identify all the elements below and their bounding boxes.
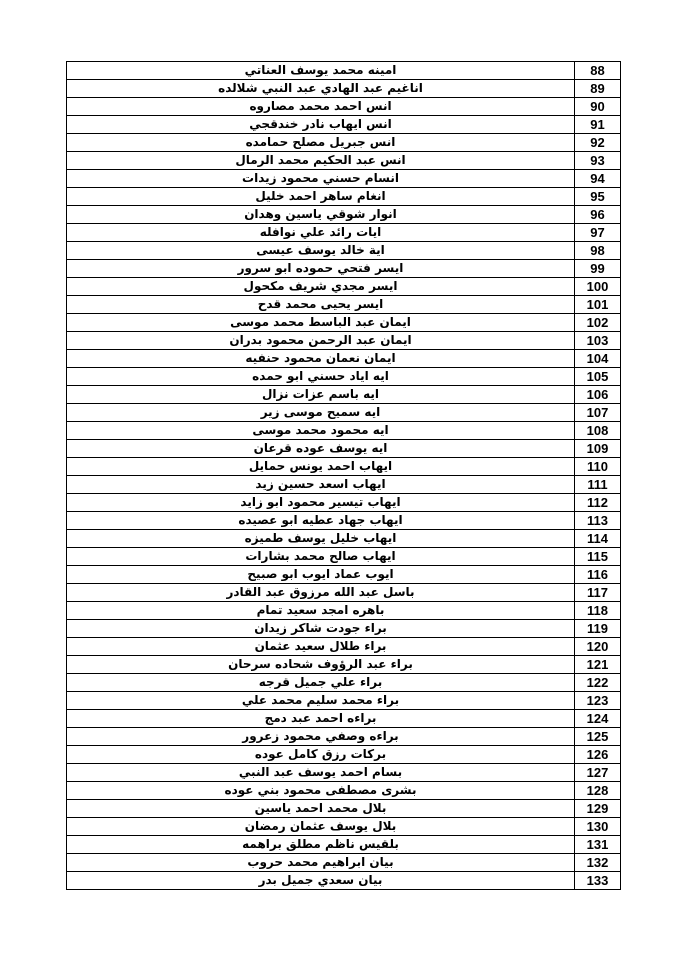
row-number-cell: 129	[575, 800, 621, 818]
table-row	[67, 620, 621, 638]
student-name-cell: ايمان عبد الرحمن محمود بدران	[67, 332, 575, 350]
table-row	[67, 314, 621, 332]
table-row	[67, 440, 621, 458]
table-row	[67, 206, 621, 224]
student-name-cell: براء جودت شاكر زيدان	[67, 620, 575, 638]
row-number-cell: 93	[575, 152, 621, 170]
row-number-cell: 113	[575, 512, 621, 530]
table-row	[67, 62, 621, 80]
table-row	[67, 656, 621, 674]
student-name-cell: ايمان عبد الباسط محمد موسى	[67, 314, 575, 332]
student-name-cell: امينه محمد يوسف العناتي	[67, 62, 575, 80]
student-name-cell: ايهاب خليل يوسف طميزه	[67, 530, 575, 548]
table-row	[67, 188, 621, 206]
student-name-cell: اية خالد يوسف عيسى	[67, 242, 575, 260]
row-number-cell: 109	[575, 440, 621, 458]
row-number-cell: 126	[575, 746, 621, 764]
row-number-cell: 99	[575, 260, 621, 278]
student-name-cell: باهره امجد سعيد تمام	[67, 602, 575, 620]
row-number-cell: 103	[575, 332, 621, 350]
table-row	[67, 746, 621, 764]
student-name-cell: انسام حسني محمود زيدات	[67, 170, 575, 188]
row-number-cell: 118	[575, 602, 621, 620]
table-row	[67, 674, 621, 692]
table-row	[67, 134, 621, 152]
student-name-cell: براء عبد الرؤوف شحاده سرحان	[67, 656, 575, 674]
student-name-cell: بركات رزق كامل عوده	[67, 746, 575, 764]
row-number-cell: 123	[575, 692, 621, 710]
table-row	[67, 836, 621, 854]
table-row	[67, 710, 621, 728]
student-name-cell: ايهاب اسعد حسين زيد	[67, 476, 575, 494]
table-row	[67, 458, 621, 476]
row-number-cell: 92	[575, 134, 621, 152]
student-name-cell: براء طلال سعيد عثمان	[67, 638, 575, 656]
row-number-cell: 100	[575, 278, 621, 296]
table-row	[67, 278, 621, 296]
row-number-cell: 107	[575, 404, 621, 422]
names-table-body	[67, 62, 621, 890]
student-name-cell: بسام احمد يوسف عبد النبي	[67, 764, 575, 782]
student-name-cell: باسل عبد الله مرزوق عبد القادر	[67, 584, 575, 602]
row-number-cell: 110	[575, 458, 621, 476]
student-name-cell: براءه احمد عبد دمج	[67, 710, 575, 728]
student-name-cell: بلال محمد احمد ياسين	[67, 800, 575, 818]
row-number-cell: 105	[575, 368, 621, 386]
table-row	[67, 368, 621, 386]
table-row	[67, 80, 621, 98]
student-name-cell: بيان سعدي جميل بدر	[67, 872, 575, 890]
student-name-cell: ايه محمود محمد موسى	[67, 422, 575, 440]
row-number-cell: 131	[575, 836, 621, 854]
names-table	[66, 61, 621, 890]
row-number-cell: 91	[575, 116, 621, 134]
table-row	[67, 548, 621, 566]
row-number-cell: 101	[575, 296, 621, 314]
student-name-cell: بيان ابراهيم محمد حروب	[67, 854, 575, 872]
table-row	[67, 782, 621, 800]
row-number-cell: 120	[575, 638, 621, 656]
row-number-cell: 115	[575, 548, 621, 566]
student-name-cell: انغام ساهر احمد خليل	[67, 188, 575, 206]
row-number-cell: 97	[575, 224, 621, 242]
table-row	[67, 350, 621, 368]
table-row	[67, 332, 621, 350]
student-name-cell: ايات رائد علي نوافله	[67, 224, 575, 242]
table-row	[67, 152, 621, 170]
student-name-cell: براء محمد سليم محمد علي	[67, 692, 575, 710]
row-number-cell: 108	[575, 422, 621, 440]
row-number-cell: 114	[575, 530, 621, 548]
student-name-cell: ايه يوسف عوده قرعان	[67, 440, 575, 458]
table-row	[67, 692, 621, 710]
table-row	[67, 224, 621, 242]
student-name-cell: ايه اياد حسني ابو حمده	[67, 368, 575, 386]
table-row	[67, 170, 621, 188]
row-number-cell: 124	[575, 710, 621, 728]
row-number-cell: 95	[575, 188, 621, 206]
student-name-cell: ايسر مجدي شريف مكحول	[67, 278, 575, 296]
table-row	[67, 728, 621, 746]
table-row	[67, 422, 621, 440]
row-number-cell: 98	[575, 242, 621, 260]
student-name-cell: ايسر فتحي حموده ابو سرور	[67, 260, 575, 278]
table-row	[67, 602, 621, 620]
row-number-cell: 104	[575, 350, 621, 368]
row-number-cell: 127	[575, 764, 621, 782]
row-number-cell: 111	[575, 476, 621, 494]
student-name-cell: ايهاب صالح محمد بشارات	[67, 548, 575, 566]
student-name-cell: ايسر يحيى محمد قدح	[67, 296, 575, 314]
table-row	[67, 800, 621, 818]
row-number-cell: 116	[575, 566, 621, 584]
row-number-cell: 125	[575, 728, 621, 746]
student-name-cell: ايهاب تيسير محمود ابو زايد	[67, 494, 575, 512]
table-row	[67, 818, 621, 836]
row-number-cell: 117	[575, 584, 621, 602]
row-number-cell: 89	[575, 80, 621, 98]
student-name-cell: ايهاب احمد يونس حمايل	[67, 458, 575, 476]
row-number-cell: 119	[575, 620, 621, 638]
student-name-cell: انس ايهاب نادر خندقجي	[67, 116, 575, 134]
table-row	[67, 530, 621, 548]
table-row	[67, 872, 621, 890]
row-number-cell: 112	[575, 494, 621, 512]
table-row	[67, 566, 621, 584]
table-row	[67, 116, 621, 134]
table-row	[67, 260, 621, 278]
row-number-cell: 128	[575, 782, 621, 800]
table-row	[67, 584, 621, 602]
row-number-cell: 94	[575, 170, 621, 188]
student-name-cell: بلقيس ناظم مطلق براهمه	[67, 836, 575, 854]
student-name-cell: اناغيم عبد الهادي عبد النبي شلالده	[67, 80, 575, 98]
table-row	[67, 512, 621, 530]
table-row	[67, 404, 621, 422]
student-name-cell: ايه باسم عزات نزال	[67, 386, 575, 404]
table-row	[67, 764, 621, 782]
student-name-cell: انس عبد الحكيم محمد الرمال	[67, 152, 575, 170]
row-number-cell: 88	[575, 62, 621, 80]
table-row	[67, 98, 621, 116]
student-name-cell: انس احمد محمد مصاروه	[67, 98, 575, 116]
row-number-cell: 132	[575, 854, 621, 872]
student-name-cell: براءه وصفي محمود زعرور	[67, 728, 575, 746]
row-number-cell: 121	[575, 656, 621, 674]
student-name-cell: انوار شوقي ياسين وهدان	[67, 206, 575, 224]
table-row	[67, 386, 621, 404]
table-row	[67, 854, 621, 872]
student-name-cell: بشرى مصطفى محمود بني عوده	[67, 782, 575, 800]
table-row	[67, 494, 621, 512]
row-number-cell: 96	[575, 206, 621, 224]
row-number-cell: 122	[575, 674, 621, 692]
table-row	[67, 638, 621, 656]
student-name-cell: ايوب عماد ايوب ابو صبيح	[67, 566, 575, 584]
student-name-cell: ايمان نعمان محمود حنفيه	[67, 350, 575, 368]
row-number-cell: 106	[575, 386, 621, 404]
student-name-cell: براء علي جميل قرجه	[67, 674, 575, 692]
student-name-cell: ايهاب جهاد عطيه ابو عصيده	[67, 512, 575, 530]
table-row	[67, 296, 621, 314]
row-number-cell: 102	[575, 314, 621, 332]
student-name-cell: ايه سميح موسى زير	[67, 404, 575, 422]
row-number-cell: 133	[575, 872, 621, 890]
student-name-cell: بلال يوسف عثمان رمضان	[67, 818, 575, 836]
table-row	[67, 476, 621, 494]
row-number-cell: 130	[575, 818, 621, 836]
student-name-cell: انس جبريل مصلح حمامده	[67, 134, 575, 152]
table-row	[67, 242, 621, 260]
row-number-cell: 90	[575, 98, 621, 116]
